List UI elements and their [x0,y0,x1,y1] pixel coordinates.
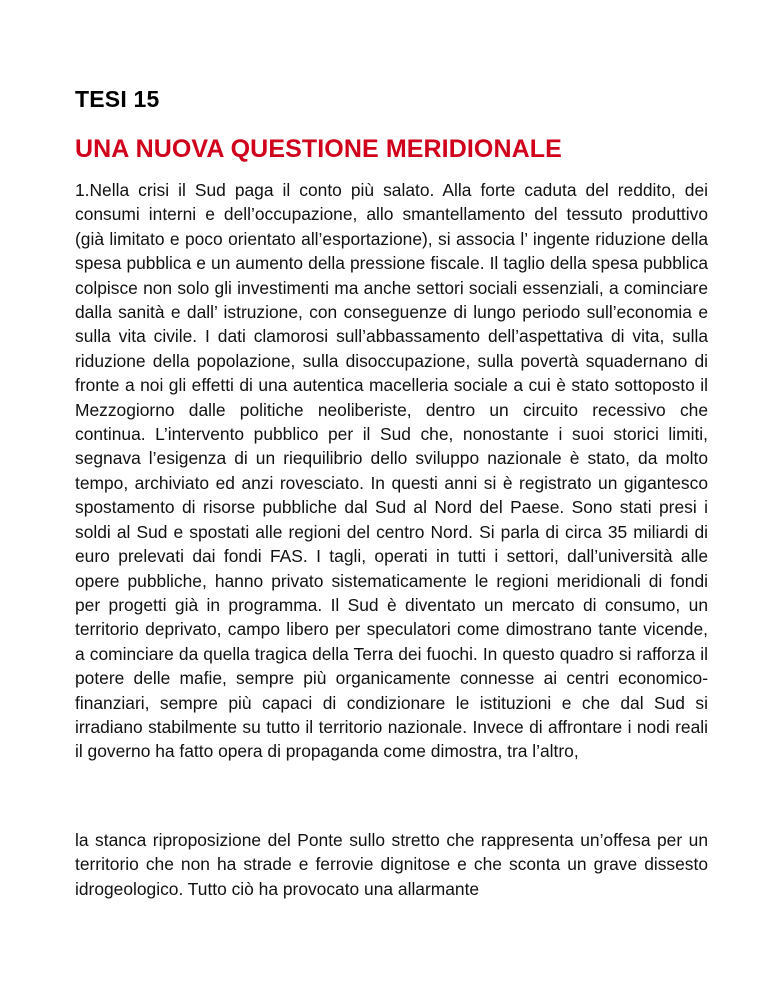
body-paragraph-1: 1.Nella crisi il Sud paga il conto più salato. Alla forte caduta del reddito, dei consumi interni e dell’occupazione, allo smantellamento del tessuto produttivo (già limitato e poco orientato all’esportazione), si associa l’ ingente riduzione della spesa pubblica e un aumento della pressione fiscale. Il taglio della spesa pubblica colpisce non solo gli investimenti ma anche settori sociali essenziali, a cominciare dalla sanità e dall’ istruzione, con conseguenze di lungo periodo sull’economia e sulla vita civile. I dati clamorosi sull’abbassamento dell’aspettativa di vita, sulla riduzione della popolazione, sulla disoccupazione, sulla povertà squadernano di fronte a noi gli effetti di una autentica macelleria sociale a cui è stato sottoposto il Mezzogiorno dalle politiche neoliberiste, dentro un circuito recessivo che continua. L’intervento pubblico per il Sud che, nonostante i suoi storici limiti, segnava l’esigenza di un riequilibrio dello sviluppo nazionale è stato, da molto tempo, archiviato ed anzi rovesciato. In questi anni si è registrato un gigantesco spostamento di risorse pubbliche dal Sud al Nord del Paese. Sono stati presi i soldi al Sud e spostati alle regioni del centro Nord. Si parla di circa 35 miliardi di euro prelevati dai fondi FAS. I tagli, operati in tutti i settori, dall’università alle opere pubbliche, hanno privato sistematicamente le regioni meridionali di fondi per progetti già in programma. Il Sud è diventato un mercato di consumo, un territorio deprivato, campo libero per speculatori come dimostrano tante vicende, a cominciare da quella tragica della Terra dei fuochi. In questo quadro si rafforza il potere delle mafie, sempre più organicamente connesse ai centri economico-finanziari, sempre più capaci di condizionare le istituzioni e che dal Sud si irradiano stabilmente su tutto il territorio nazionale. Invece di affrontare i nodi reali il governo ha fatto opera di propaganda come dimostra, tra l’altro, [75,180,708,762]
page-title: UNA NUOVA QUESTIONE MERIDIONALE [75,135,562,163]
thesis-label: TESI 15 [75,86,160,112]
body-paragraph-2: la stanca riproposizione del Ponte sullo stretto che rappresenta un’offesa per un territorio che non ha strade e ferrovie dignitose e che sconta un grave dissesto idrogeologico. Tutto ciò ha provocato una allarmante [75,830,708,899]
